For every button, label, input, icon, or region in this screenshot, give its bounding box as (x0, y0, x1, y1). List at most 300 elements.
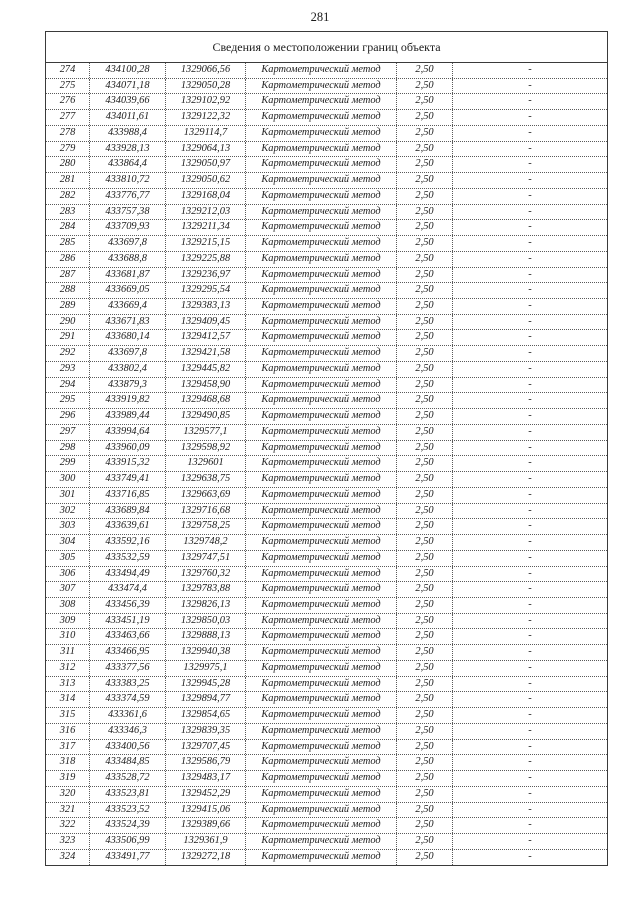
cell-y-coordinate: 1329748,2 (166, 535, 246, 550)
table-row (46, 614, 607, 630)
cell-note: - (528, 410, 532, 422)
cell-y-coordinate: 1329421,58 (166, 346, 246, 361)
cell-x-coordinate: 433716,85 (90, 488, 166, 503)
cell-method: Картометрический метод (246, 157, 397, 172)
cell-point-number: 290 (46, 315, 90, 330)
table-row (46, 677, 607, 693)
cell-accuracy: 2,50 (397, 94, 453, 109)
cell-note: - (528, 284, 532, 296)
cell-accuracy: 2,50 (397, 456, 453, 471)
cell-point-number: 292 (46, 346, 90, 361)
cell-y-coordinate: 1329940,38 (166, 645, 246, 660)
cell-point-number: 307 (46, 582, 90, 597)
cell-note: - (528, 677, 532, 689)
cell-accuracy: 2,50 (397, 551, 453, 566)
cell-point-number: 282 (46, 189, 90, 204)
cell-method: Картометрический метод (246, 346, 397, 361)
cell-y-coordinate: 1329894,77 (166, 692, 246, 707)
cell-note: - (528, 394, 532, 406)
cell-point-number: 276 (46, 94, 90, 109)
table-row (46, 346, 607, 362)
cell-y-coordinate: 1329577,1 (166, 425, 246, 440)
cell-accuracy: 2,50 (397, 661, 453, 676)
cell-method: Картометрический метод (246, 79, 397, 94)
cell-accuracy: 2,50 (397, 708, 453, 723)
cell-y-coordinate: 1329066,56 (166, 63, 246, 78)
cell-accuracy: 2,50 (397, 692, 453, 707)
cell-point-number: 295 (46, 393, 90, 408)
cell-method: Картометрический метод (246, 629, 397, 644)
cell-point-number: 321 (46, 803, 90, 818)
cell-x-coordinate: 433671,83 (90, 315, 166, 330)
cell-method: Картометрический метод (246, 142, 397, 157)
table-row (46, 661, 607, 677)
cell-point-number: 303 (46, 519, 90, 534)
cell-y-coordinate: 1329586,79 (166, 755, 246, 770)
cell-y-coordinate: 1329272,18 (166, 850, 246, 866)
cell-note: - (528, 111, 532, 123)
cell-point-number: 297 (46, 425, 90, 440)
cell-y-coordinate: 1329747,51 (166, 551, 246, 566)
cell-method: Картометрический метод (246, 189, 397, 204)
cell-x-coordinate: 433669,05 (90, 283, 166, 298)
cell-y-coordinate: 1329490,85 (166, 409, 246, 424)
cell-y-coordinate: 1329295,54 (166, 283, 246, 298)
table-row (46, 708, 607, 724)
cell-accuracy: 2,50 (397, 268, 453, 283)
cell-note: - (528, 300, 532, 312)
cell-x-coordinate: 433810,72 (90, 173, 166, 188)
cell-point-number: 309 (46, 614, 90, 629)
cell-y-coordinate: 1329215,15 (166, 236, 246, 251)
cell-note: - (528, 315, 532, 327)
cell-point-number: 281 (46, 173, 90, 188)
table-row (46, 330, 607, 346)
cell-method: Картометрический метод (246, 236, 397, 251)
cell-accuracy: 2,50 (397, 142, 453, 157)
cell-y-coordinate: 1329638,75 (166, 472, 246, 487)
boundary-coordinates-table (45, 31, 608, 866)
cell-point-number: 283 (46, 205, 90, 220)
cell-accuracy: 2,50 (397, 629, 453, 644)
table-row (46, 472, 607, 488)
cell-x-coordinate: 433523,81 (90, 787, 166, 802)
cell-accuracy: 2,50 (397, 818, 453, 833)
cell-point-number: 324 (46, 850, 90, 866)
cell-accuracy: 2,50 (397, 409, 453, 424)
cell-y-coordinate: 1329598,92 (166, 441, 246, 456)
cell-note: - (528, 252, 532, 264)
cell-note: - (528, 630, 532, 642)
cell-note: - (528, 551, 532, 563)
cell-method: Картометрический метод (246, 740, 397, 755)
cell-x-coordinate: 433688,8 (90, 252, 166, 267)
cell-point-number: 293 (46, 362, 90, 377)
cell-note: - (528, 79, 532, 91)
cell-accuracy: 2,50 (397, 299, 453, 314)
cell-note: - (528, 205, 532, 217)
table-row (46, 425, 607, 441)
cell-point-number: 306 (46, 567, 90, 582)
cell-accuracy: 2,50 (397, 220, 453, 235)
cell-y-coordinate: 1329383,13 (166, 299, 246, 314)
cell-accuracy: 2,50 (397, 441, 453, 456)
cell-x-coordinate: 433494,49 (90, 567, 166, 582)
cell-x-coordinate: 433528,72 (90, 771, 166, 786)
table-row (46, 567, 607, 583)
table-row (46, 362, 607, 378)
cell-accuracy: 2,50 (397, 189, 453, 204)
cell-x-coordinate: 433346,3 (90, 724, 166, 739)
cell-point-number: 294 (46, 378, 90, 393)
cell-accuracy: 2,50 (397, 567, 453, 582)
cell-note: - (528, 425, 532, 437)
cell-x-coordinate: 433400,56 (90, 740, 166, 755)
cell-accuracy: 2,50 (397, 79, 453, 94)
cell-note: - (528, 142, 532, 154)
cell-x-coordinate: 433474,4 (90, 582, 166, 597)
cell-point-number: 275 (46, 79, 90, 94)
cell-point-number: 313 (46, 677, 90, 692)
cell-note: - (528, 709, 532, 721)
cell-note: - (528, 520, 532, 532)
cell-y-coordinate: 1329483,17 (166, 771, 246, 786)
table-row (46, 551, 607, 567)
cell-x-coordinate: 433960,09 (90, 441, 166, 456)
cell-method: Картометрический метод (246, 299, 397, 314)
cell-accuracy: 2,50 (397, 614, 453, 629)
cell-method: Картометрический метод (246, 441, 397, 456)
cell-x-coordinate: 433864,4 (90, 157, 166, 172)
cell-point-number: 298 (46, 441, 90, 456)
cell-accuracy: 2,50 (397, 535, 453, 550)
table-row (46, 803, 607, 819)
cell-point-number: 280 (46, 157, 90, 172)
cell-note: - (528, 724, 532, 736)
table-row (46, 598, 607, 614)
cell-x-coordinate: 433681,87 (90, 268, 166, 283)
table-row (46, 268, 607, 284)
table-row (46, 692, 607, 708)
cell-accuracy: 2,50 (397, 126, 453, 141)
cell-method: Картометрический метод (246, 661, 397, 676)
cell-point-number: 311 (46, 645, 90, 660)
cell-accuracy: 2,50 (397, 362, 453, 377)
cell-x-coordinate: 433919,82 (90, 393, 166, 408)
cell-point-number: 296 (46, 409, 90, 424)
cell-point-number: 323 (46, 834, 90, 849)
cell-note: - (528, 126, 532, 138)
cell-y-coordinate: 1329361,9 (166, 834, 246, 849)
cell-point-number: 322 (46, 818, 90, 833)
cell-y-coordinate: 1329945,28 (166, 677, 246, 692)
cell-point-number: 279 (46, 142, 90, 157)
cell-note: - (528, 583, 532, 595)
cell-note: - (528, 378, 532, 390)
cell-note: - (528, 268, 532, 280)
cell-method: Картометрический метод (246, 519, 397, 534)
cell-note: - (528, 819, 532, 831)
cell-method: Картометрический метод (246, 94, 397, 109)
cell-note: - (528, 362, 532, 374)
cell-method: Картометрический метод (246, 315, 397, 330)
cell-method: Картометрический метод (246, 771, 397, 786)
cell-point-number: 310 (46, 629, 90, 644)
cell-method: Картометрический метод (246, 614, 397, 629)
table-row (46, 315, 607, 331)
cell-y-coordinate: 1329758,25 (166, 519, 246, 534)
cell-method: Картометрический метод (246, 834, 397, 849)
cell-accuracy: 2,50 (397, 330, 453, 345)
cell-point-number: 302 (46, 504, 90, 519)
table-row (46, 142, 607, 158)
table-row (46, 488, 607, 504)
cell-accuracy: 2,50 (397, 63, 453, 78)
cell-y-coordinate: 1329888,13 (166, 629, 246, 644)
cell-method: Картометрический метод (246, 409, 397, 424)
cell-accuracy: 2,50 (397, 740, 453, 755)
table-row (46, 787, 607, 803)
cell-y-coordinate: 1329783,88 (166, 582, 246, 597)
table-row (46, 173, 607, 189)
cell-y-coordinate: 1329236,97 (166, 268, 246, 283)
cell-note: - (528, 614, 532, 626)
cell-accuracy: 2,50 (397, 346, 453, 361)
cell-note: - (528, 504, 532, 516)
table-row (46, 393, 607, 409)
cell-method: Картометрический метод (246, 803, 397, 818)
table-row (46, 441, 607, 457)
cell-method: Картометрический метод (246, 425, 397, 440)
table-row (46, 771, 607, 787)
table-row (46, 63, 607, 79)
cell-accuracy: 2,50 (397, 110, 453, 125)
cell-x-coordinate: 433383,25 (90, 677, 166, 692)
cell-point-number: 289 (46, 299, 90, 314)
cell-x-coordinate: 433524,39 (90, 818, 166, 833)
cell-method: Картометрический метод (246, 126, 397, 141)
cell-accuracy: 2,50 (397, 582, 453, 597)
cell-accuracy: 2,50 (397, 472, 453, 487)
table-row (46, 755, 607, 771)
table-row (46, 378, 607, 394)
cell-method: Картометрический метод (246, 724, 397, 739)
cell-x-coordinate: 433491,77 (90, 850, 166, 866)
cell-y-coordinate: 1329050,62 (166, 173, 246, 188)
cell-point-number: 287 (46, 268, 90, 283)
table-row (46, 283, 607, 299)
cell-note: - (528, 850, 532, 862)
cell-method: Картометрический метод (246, 598, 397, 613)
cell-accuracy: 2,50 (397, 315, 453, 330)
cell-note: - (528, 441, 532, 453)
cell-method: Картометрический метод (246, 787, 397, 802)
cell-x-coordinate: 433361,6 (90, 708, 166, 723)
cell-note: - (528, 772, 532, 784)
table-row (46, 110, 607, 126)
table-row (46, 236, 607, 252)
table-row (46, 504, 607, 520)
cell-x-coordinate: 433463,66 (90, 629, 166, 644)
cell-method: Картометрический метод (246, 362, 397, 377)
cell-x-coordinate: 433697,8 (90, 346, 166, 361)
cell-method: Картометрический метод (246, 283, 397, 298)
cell-method: Картометрический метод (246, 63, 397, 78)
table-row (46, 834, 607, 850)
cell-note: - (528, 598, 532, 610)
cell-x-coordinate: 433879,3 (90, 378, 166, 393)
cell-x-coordinate: 433456,39 (90, 598, 166, 613)
cell-y-coordinate: 1329452,29 (166, 787, 246, 802)
cell-accuracy: 2,50 (397, 157, 453, 172)
cell-point-number: 312 (46, 661, 90, 676)
cell-x-coordinate: 433709,93 (90, 220, 166, 235)
cell-y-coordinate: 1329826,13 (166, 598, 246, 613)
table-row (46, 724, 607, 740)
cell-method: Картометрический метод (246, 850, 397, 866)
cell-y-coordinate: 1329389,66 (166, 818, 246, 833)
cell-point-number: 314 (46, 692, 90, 707)
cell-y-coordinate: 1329854,65 (166, 708, 246, 723)
cell-method: Картометрический метод (246, 708, 397, 723)
cell-note: - (528, 646, 532, 658)
table-row (46, 535, 607, 551)
cell-note: - (528, 174, 532, 186)
cell-y-coordinate: 1329468,68 (166, 393, 246, 408)
cell-x-coordinate: 433802,4 (90, 362, 166, 377)
cell-accuracy: 2,50 (397, 803, 453, 818)
cell-accuracy: 2,50 (397, 677, 453, 692)
cell-method: Картометрический метод (246, 582, 397, 597)
cell-accuracy: 2,50 (397, 252, 453, 267)
cell-note: - (528, 567, 532, 579)
table-row (46, 299, 607, 315)
cell-point-number: 308 (46, 598, 90, 613)
cell-x-coordinate: 434039,66 (90, 94, 166, 109)
table-row (46, 850, 607, 866)
cell-note: - (528, 221, 532, 233)
cell-y-coordinate: 1329409,45 (166, 315, 246, 330)
table-row (46, 409, 607, 425)
cell-accuracy: 2,50 (397, 519, 453, 534)
cell-note: - (528, 756, 532, 768)
cell-x-coordinate: 433639,61 (90, 519, 166, 534)
cell-x-coordinate: 433669,4 (90, 299, 166, 314)
cell-x-coordinate: 433757,38 (90, 205, 166, 220)
cell-x-coordinate: 433523,52 (90, 803, 166, 818)
cell-method: Картометрический метод (246, 551, 397, 566)
cell-note: - (528, 189, 532, 201)
table-row (46, 189, 607, 205)
cell-y-coordinate: 1329064,13 (166, 142, 246, 157)
table-row (46, 157, 607, 173)
cell-accuracy: 2,50 (397, 834, 453, 849)
cell-note: - (528, 158, 532, 170)
cell-accuracy: 2,50 (397, 724, 453, 739)
cell-x-coordinate: 434100,28 (90, 63, 166, 78)
cell-x-coordinate: 433506,99 (90, 834, 166, 849)
cell-y-coordinate: 1329412,57 (166, 330, 246, 345)
cell-method: Картометрический метод (246, 645, 397, 660)
cell-x-coordinate: 433532,59 (90, 551, 166, 566)
cell-point-number: 278 (46, 126, 90, 141)
cell-note: - (528, 457, 532, 469)
cell-x-coordinate: 433466,95 (90, 645, 166, 660)
cell-method: Картометрический метод (246, 472, 397, 487)
cell-x-coordinate: 433749,41 (90, 472, 166, 487)
cell-method: Картометрический метод (246, 378, 397, 393)
cell-accuracy: 2,50 (397, 645, 453, 660)
cell-x-coordinate: 433928,13 (90, 142, 166, 157)
cell-point-number: 277 (46, 110, 90, 125)
cell-x-coordinate: 433680,14 (90, 330, 166, 345)
table-row (46, 582, 607, 598)
cell-note: - (528, 488, 532, 500)
cell-point-number: 288 (46, 283, 90, 298)
cell-point-number: 301 (46, 488, 90, 503)
cell-method: Картометрический метод (246, 535, 397, 550)
cell-accuracy: 2,50 (397, 488, 453, 503)
cell-method: Картометрический метод (246, 692, 397, 707)
cell-x-coordinate: 433697,8 (90, 236, 166, 251)
cell-point-number: 299 (46, 456, 90, 471)
table-row (46, 126, 607, 142)
cell-accuracy: 2,50 (397, 283, 453, 298)
cell-method: Картометрический метод (246, 393, 397, 408)
cell-accuracy: 2,50 (397, 173, 453, 188)
cell-method: Картометрический метод (246, 220, 397, 235)
cell-method: Картометрический метод (246, 456, 397, 471)
cell-note: - (528, 331, 532, 343)
cell-y-coordinate: 1329212,03 (166, 205, 246, 220)
table-row (46, 645, 607, 661)
cell-accuracy: 2,50 (397, 850, 453, 866)
cell-accuracy: 2,50 (397, 393, 453, 408)
cell-x-coordinate: 433377,56 (90, 661, 166, 676)
table-body (46, 63, 607, 865)
cell-method: Картометрический метод (246, 205, 397, 220)
cell-y-coordinate: 1329707,45 (166, 740, 246, 755)
cell-point-number: 291 (46, 330, 90, 345)
cell-x-coordinate: 433484,85 (90, 755, 166, 770)
cell-y-coordinate: 1329445,82 (166, 362, 246, 377)
cell-point-number: 318 (46, 755, 90, 770)
cell-y-coordinate: 1329102,92 (166, 94, 246, 109)
table-row (46, 205, 607, 221)
cell-point-number: 285 (46, 236, 90, 251)
cell-y-coordinate: 1329975,1 (166, 661, 246, 676)
cell-method: Картометрический метод (246, 268, 397, 283)
cell-y-coordinate: 1329663,69 (166, 488, 246, 503)
cell-method: Картометрический метод (246, 677, 397, 692)
cell-method: Картометрический метод (246, 110, 397, 125)
table-row (46, 220, 607, 236)
cell-y-coordinate: 1329760,32 (166, 567, 246, 582)
cell-method: Картометрический метод (246, 755, 397, 770)
cell-note: - (528, 834, 532, 846)
table-row (46, 740, 607, 756)
cell-note: - (528, 64, 532, 75)
cell-note: - (528, 95, 532, 107)
cell-point-number: 320 (46, 787, 90, 802)
cell-x-coordinate: 434071,18 (90, 79, 166, 94)
cell-y-coordinate: 1329114,7 (166, 126, 246, 141)
cell-y-coordinate: 1329225,88 (166, 252, 246, 267)
cell-x-coordinate: 434011,61 (90, 110, 166, 125)
cell-note: - (528, 693, 532, 705)
cell-point-number: 317 (46, 740, 90, 755)
cell-x-coordinate: 433689,84 (90, 504, 166, 519)
